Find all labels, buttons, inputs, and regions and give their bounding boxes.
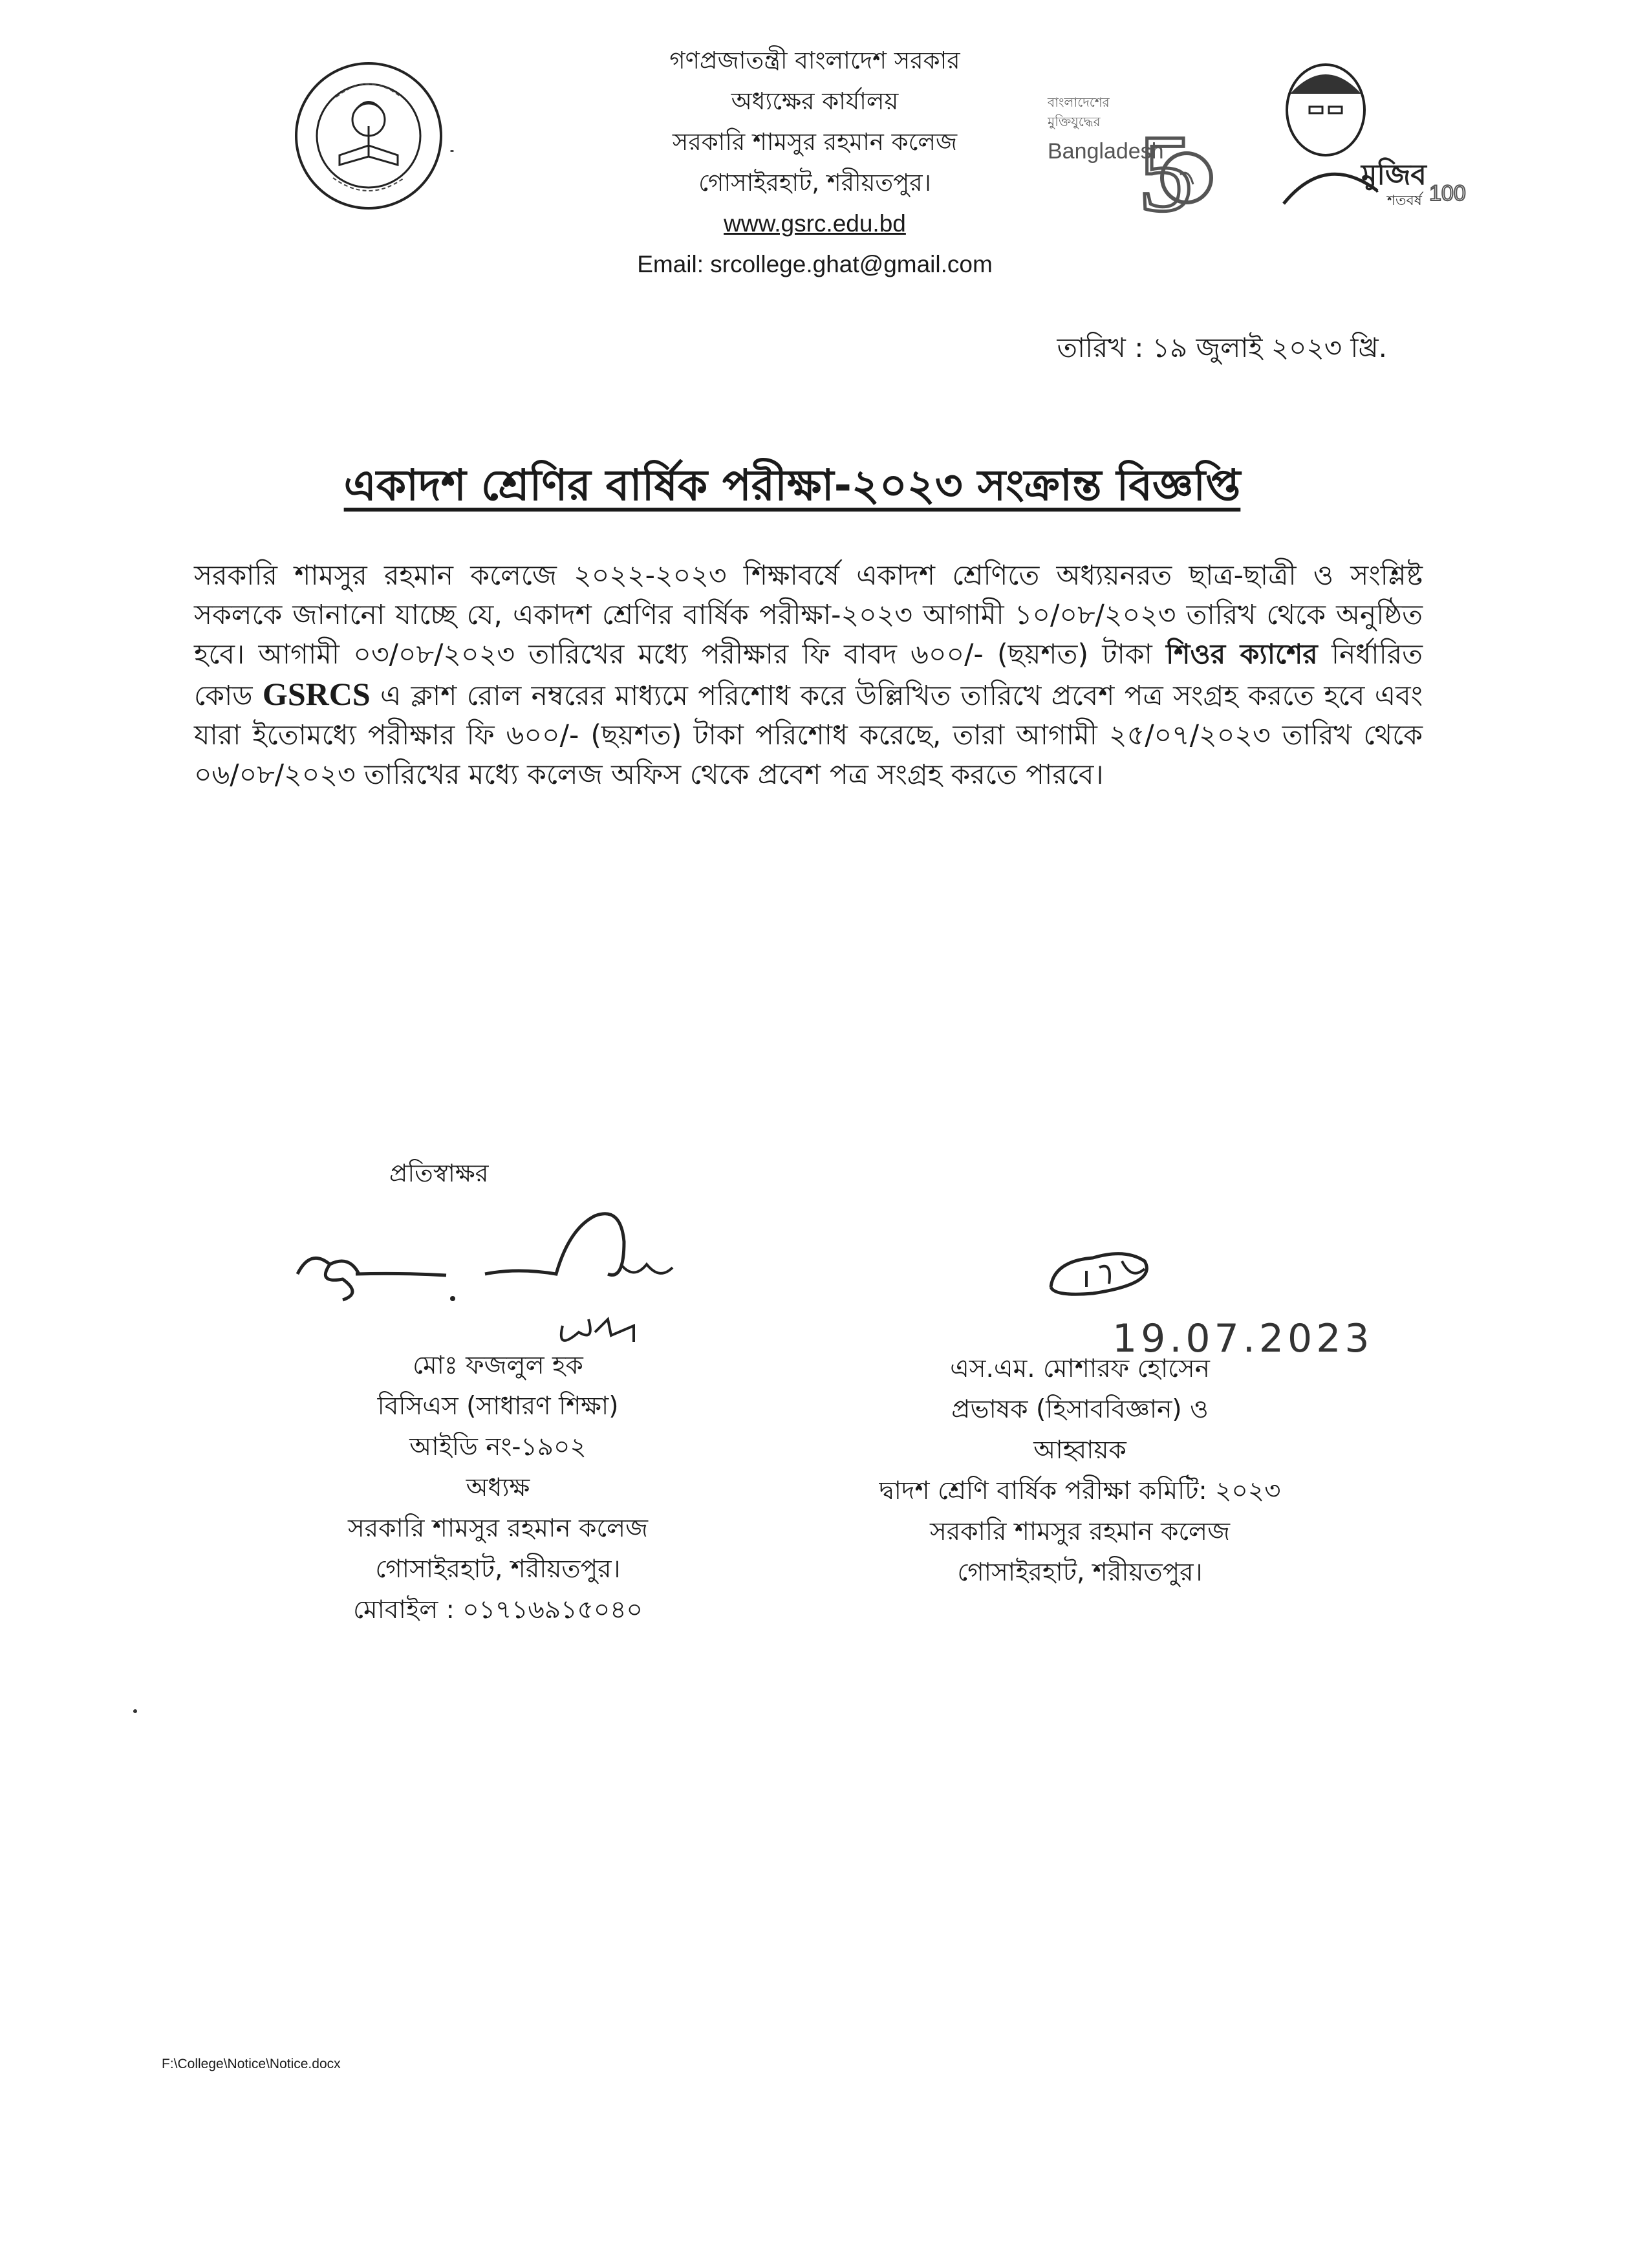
notice-title: একাদশ শ্রেণির বার্ষিক পরীক্ষা-২০২৩ সংক্রান্ত বিজ্ঞপ্তি: [343, 460, 1241, 510]
mark: [133, 1709, 137, 1713]
svg-text:মুজিব: মুজিব: [1361, 158, 1427, 191]
signatory-left-cadre: বিসিএস (সাধারণ শিক্ষা): [377, 1392, 619, 1421]
signatory-left-name: মোঃ ফজলুল হক: [413, 1351, 583, 1380]
svg-text:মুক্তিযুদ্ধের: মুক্তিযুদ্ধের: [1048, 114, 1101, 129]
signatory-left-phone: মোবাইল : ০১৭১৬৯১৫০৪০: [353, 1595, 643, 1625]
mark: [450, 150, 454, 152]
body-text-1: সরকারি শামসুর রহমান কলেজে ২০২২-২০২৩ শিক্ষাবর্ষে একাদশ শ্রেণিতে অধ্যয়নরত ছাত্র-ছাত্রী ও সংশ্লিষ্ট সকলকে জানানো যাচ্ছে যে, একাদশ শ্রেণির বার্ষিক পরীক্ষা-২০২৩ আগামী ১০/০৮/২০২৩ তারিখ থেকে অনুষ্ঠিত হবে। আগামী ০৩/০৮/২০২৩ তারিখের মধ্যে পরীক্ষার ফি বাবদ ৬০০/- (ছয়শত) টাকা: [194, 560, 1423, 671]
svg-text:Bangladesh: Bangladesh: [1048, 139, 1164, 164]
header-college: সরকারি শামসুর রহমান কলেজ: [672, 128, 958, 156]
header-website-link[interactable]: www.gsrc.edu.bd: [724, 210, 906, 237]
college-seal-icon: [291, 58, 446, 213]
signatory-right-committee: দ্বাদশ শ্রেণি বার্ষিক পরীক্ষা কমিটি: ২০২৩: [879, 1476, 1281, 1506]
body-text-2: নির্ধারিত কোড: [194, 639, 1423, 712]
body-text-3: এ ক্লাশ রোল নম্বরের মাধ্যমে পরিশোধ করে উল্লিখিত তারিখে প্রবেশ পত্র সংগ্রহ করতে হবে এবং যারা ইতোমধ্যে পরীক্ষার ফি ৬০০/- (ছয়শত) টাকা পরিশোধ করেছে, তারা আগামী ২৫/০৭/২০২৩ তারিখ থেকে ০৬/০৮/২০২৩ তারিখের মধ্যে কলেজ অফিস থেকে প্রবেশ পত্র সংগ্রহ করতে পারবে।: [194, 680, 1423, 791]
signatory-left: [272, 1345, 724, 1630]
header-government: গণপ্রজাতন্ত্রী বাংলাদেশ সরকার: [669, 47, 960, 74]
header-office: অধ্যক্ষের কার্যালয়: [731, 87, 899, 115]
signatory-left-role: অধ্যক্ষ: [466, 1473, 530, 1502]
payment-code: GSRCS: [262, 676, 371, 712]
signatory-right-designation: প্রভাষক (হিসাববিজ্ঞান) ও: [951, 1395, 1209, 1424]
bangladesh-50-logo-icon: [1041, 61, 1216, 234]
file-path: F:\College\Notice\Notice.docx: [162, 2057, 341, 2071]
body-bold-sure-cash: শিওর ক্যাশের: [1166, 639, 1318, 671]
letterhead: [550, 40, 1080, 285]
countersign-label: প্রতিস্বাক্ষর: [389, 1159, 489, 1187]
svg-text:5: 5: [1138, 113, 1193, 234]
notice-body: [194, 556, 1423, 795]
signatory-left-college: সরকারি শামসুর রহমান কলেজ: [348, 1514, 648, 1543]
svg-text:বাংলাদেশের: বাংলাদেশের: [1048, 94, 1110, 110]
svg-text:100: 100: [1429, 181, 1466, 206]
signatory-left-address: গোসাইরহাট, শরীয়তপুর।: [375, 1555, 621, 1584]
signatory-left-id: আইডি নং-১৯০২: [409, 1432, 587, 1462]
signatory-right-address: গোসাইরহাট, শরীয়তপুর।: [957, 1558, 1203, 1587]
header-email: Email: srcollege.ghat@gmail.com: [637, 251, 993, 277]
signatory-right-name: এস.এম. মোশারফ হোসেন: [950, 1354, 1210, 1383]
notice-date: তারিখ : ১৯ জুলাই ২০২৩ খ্রি.: [1057, 332, 1387, 363]
signatory-right-role: আহ্বায়ক: [1033, 1436, 1126, 1465]
signatory-right-college: সরকারি শামসুর রহমান কলেজ: [930, 1517, 1230, 1546]
svg-text:শতবর্ষ: শতবর্ষ: [1387, 193, 1422, 209]
header-address: গোসাইরহাট, শরীয়তপুর।: [698, 169, 931, 197]
signatory-right: [789, 1348, 1371, 1593]
mujib-100-logo-icon: [1264, 55, 1466, 210]
svg-text:19.07.2023: 19.07.2023: [1112, 1316, 1374, 1361]
